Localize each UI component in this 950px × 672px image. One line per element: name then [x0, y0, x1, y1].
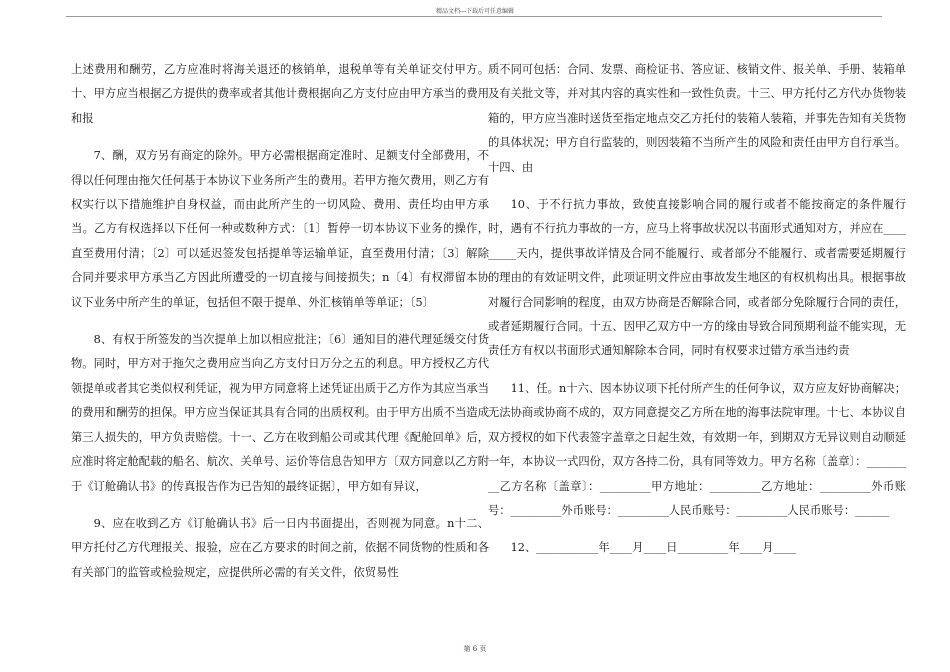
page-number: 第 6 页: [463, 645, 487, 653]
paragraph: 质不同可包括：合同、发票、商检证书、答应证、核销文件、报关单、手册、装箱单及有关批文等，并对其内容的真实性和一致性负责。十三、甲方托付乙方代办货物装箱的，甲方应当准时送货至指定地点交乙方托付的装箱人装箱，并事先告知有关货物的具体状况；甲方自行监装的，则因装箱不当所产生的风险和责任由甲方自行承当。十四、由: [488, 63, 906, 174]
paragraph: 10、于不行抗力事故，致使直接影响合同的履行或者不能按商定的条件履行时，遇有不行抗力事故的一方，应马上将事故状况以书面形式通知对方，并应在_________天内，提供事故详情及合同不能履行、或者部分不能履行、或者需要延期履行的理由的有效证明文件，此项证明文件应由事故发生地区的有权机构出具。根据事故对履行合同影响的程度，由双方协商是否解除合同，或者部分免除履行合同的责任，或者延期履行合同。十五、因甲乙双方中一方的缘由导致合同预期利益不能实现，无责任方有权以书面形式通知解除本合同，同时有权要求过错方承当违约责: [488, 198, 906, 358]
paragraph: 7、酬，双方另有商定的除外。甲方必需根据商定准时、足额支付全部费用，不得以任何理由拖欠任何基于本协议下业务所产生的费用。若甲方拖欠费用，则乙方有权实行以下措施维护自身权益，而由此所产生的一切风险、费用、责任均由甲方承当。乙方有权选择以下任何一种或数种方式：〔1〕暂停一切本协议下业务的操作，直至费用付清；〔2〕可以延迟签发包括提单等运输单证，直至费用付清；〔3〕解除合同并要求甲方承当乙方因此所遭受的一切直接与间接损失；n〔4〕有权滞留本协议下业务中所产生的单证，包括但不限于提单、外汇核销单等单证；〔5〕: [71, 149, 489, 309]
paragraph: 9、应在收到乙方《订舱确认书》后一日内书面提出，否则视为同意。n十二、甲方托付乙方代理报关、报验，应在乙方要求的时间之前，依据不同货物的性质和各有关部门的监管或检验规定，应提供所必需的有关文件，依贸易性: [71, 516, 489, 579]
header-divider: [66, 16, 882, 17]
page-header: 精品文档---下载后可任意编辑: [435, 8, 515, 15]
paragraph: 8、有权于所签发的当次提单上加以相应批注；〔6〕通知目的港代理延缓交付货物。同时，甲方对于拖欠之费用应当向乙方支付日万分之五的利息。甲方授权乙方代领提单或者其它类似权利凭证，视为甲方同意将上述凭证出质于乙方作为其应当承当的费用和酬劳的担保。甲方应当保证其具有合同的出质权利。由于甲方出质不当造成第三人损失的，甲方负责赔偿。十一、乙方在收到船公司或其代理《配舱回单》后，应准时将定舱配载的船名、航次、关单号、运价等信息告知甲方〔双方同意以乙方附于《订舱确认书》的传真报告作为已告知的最终证据〕，甲方如有异议，: [71, 333, 489, 493]
paragraph: 11、任。n十六、因本协议项下托付所产生的任何争议，双方应友好协商解决；无法协商或协商不成的，双方同意提交乙方所在地的海事法院审理。十七、本协议自双方授权的如下代表签字盖章之日起生效，有效期一年，到期双方无异议则自动顺延一年，本协议一式四份，双方各持二份，具有同等效力。甲方名称〔盖章〕：_________乙方名称〔盖章〕：_________甲方地址：_________乙方地址：_________外币账号：_________外币账号：_________人民币账号：_________人民币账号：______: [488, 381, 906, 517]
paragraph: 上述费用和酬劳，乙方应准时将海关退还的核销单，退税单等有关单证交付甲方。十、甲方应当根据乙方提供的费率或者其他计费根据向乙方支付应由甲方承当的费用和报: [71, 63, 489, 125]
paragraph: 12、___________年____月____日_________年____月____: [510, 541, 797, 555]
right-column: [488, 58, 906, 561]
left-column: [71, 58, 489, 585]
